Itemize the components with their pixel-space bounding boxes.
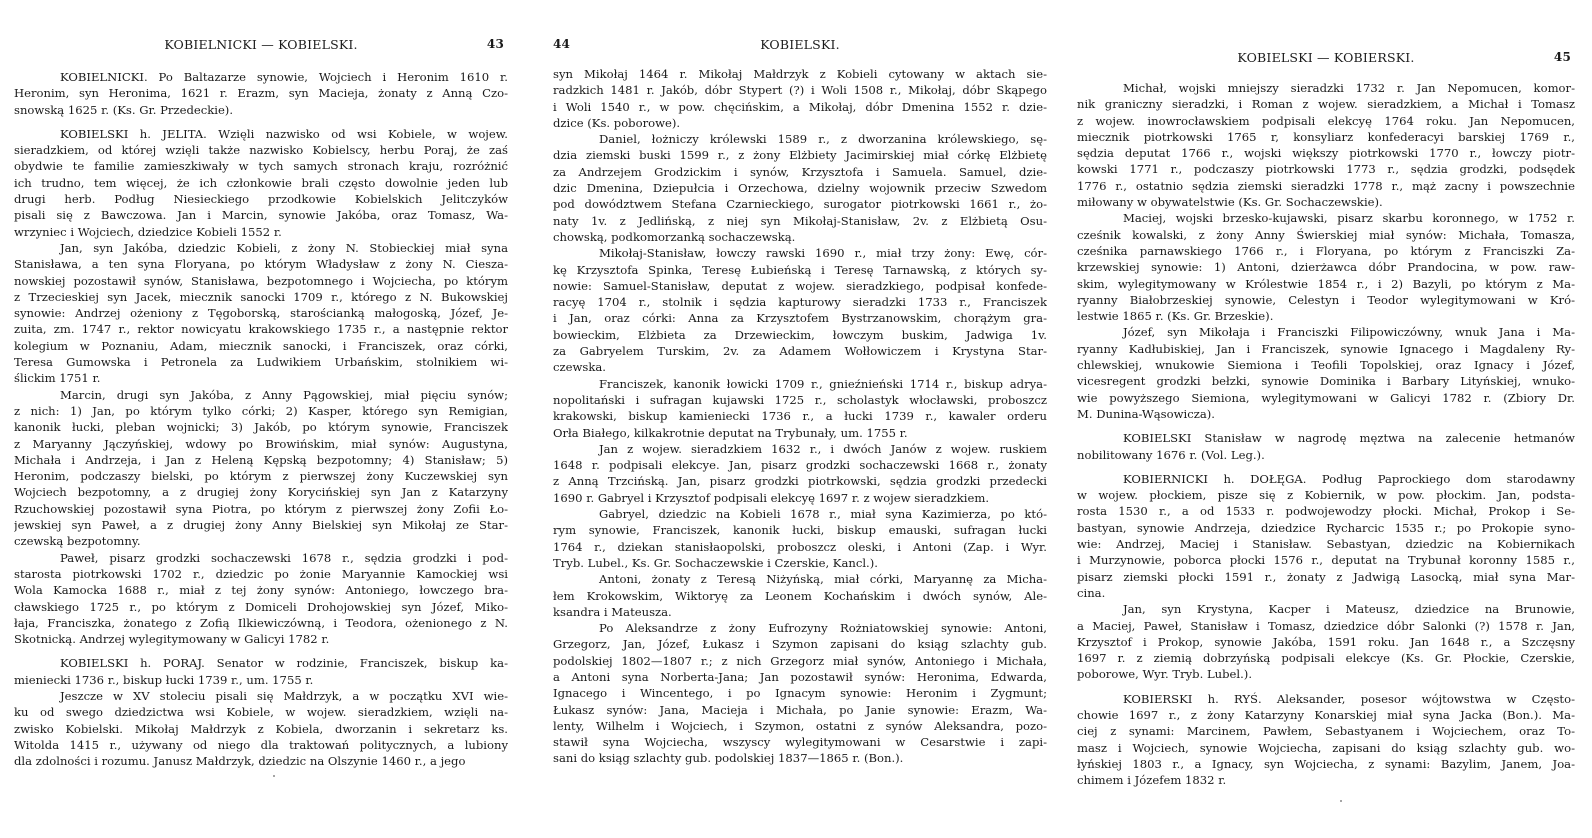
text-line: kolegium w Poznaniu, Adam, miecznik sanocki, i Franciszek, oraz córki, xyxy=(14,338,508,353)
text-line: Jan, syn Jakóba, dziedzic Kobieli, z żony N. Stobieckiej miał syna xyxy=(60,240,508,255)
text-line: Józef, syn Mikołaja i Franciszki Filipowiczówny, wnuk Jana i Ma- xyxy=(1123,325,1575,340)
text-line: krzewskiej synowie: 1) Antoni, dzierżawca dóbr Prandocina, w pow. raw- xyxy=(1077,260,1575,275)
text-line: z Maryanny Jączyńskiej, wdowy po Browińskim, miał synów: Augustyna, xyxy=(14,436,508,451)
text-line: ciej z synami: Marcinem, Pawłem, Sebastyanem i Wojciechem, oraz To- xyxy=(1077,724,1575,739)
text-line: kowski 1771 r., podczaszy piotrkowski 1773 r., sędzia grodzki, podsędek xyxy=(1077,162,1575,177)
text-line: Mikołaj-Stanisław, łowczy rawski 1690 r., miał trzy żony: Ewę, cór- xyxy=(599,246,1047,261)
page-44 xyxy=(553,0,1047,767)
text-line: dzia ziemski buski 1599 r., z żony Elżbiety Jacimirskiej miał córkę Elżbietę xyxy=(553,148,1047,163)
text-line: rosta 1530 r., a od 1533 r. podwojewodzy płocki. Michał, Prokop i Se- xyxy=(1077,504,1575,519)
text-line: Stanisława, a ten syna Floryana, po którym Władysław z żony N. Ciesza- xyxy=(14,257,508,272)
text-line: pod dowództwem Stefana Czarnieckiego, surogator piotrkowski 1661 r., żo- xyxy=(553,197,1047,212)
text-line: dzic Dmenina, Dziepułcia i Orzechowa, dzielny wojownik przeciw Szwedom xyxy=(553,181,1047,196)
page-number: 45 xyxy=(1553,50,1571,64)
text-line: Teresa Gumowska i Petronela za Ludwikiem Urbańskim, stolnikiem wi- xyxy=(14,355,508,370)
paragraph xyxy=(1077,691,1575,789)
text-line: KOBIERSKI h. RYŚ. Aleksander, posesor wójtowstwa w Często- xyxy=(1123,691,1575,706)
paragraph xyxy=(14,655,508,688)
text-line: Paweł, pisarz grodzki sochaczewski 1678 r., sędzia grodzki i pod- xyxy=(60,550,508,565)
text-line: podolskiej 1802—1807 r.; z nich Grzegorz miał synów, Antoniego i Michała, xyxy=(553,653,1047,668)
text-line: Jan z wojew. sieradzkiem 1632 r., i dwóch Janów z wojew. ruskiem xyxy=(599,441,1047,456)
paragraph xyxy=(553,66,1047,131)
text-line: drugi herb. Podług Niesieckiego przodkowie Kobielskich Jelitczyków xyxy=(14,192,508,207)
text-line: Rzuchowskiej pozostawił syna Piotra, po którym z pierwszej żony Zofii Ło- xyxy=(14,501,508,516)
text-line: Jeszcze w XV stoleciu pisali się Małdrzyk, a w początku XVI wie- xyxy=(60,688,508,703)
text-line: pisali się z Bawczowa. Jan i Marcin, synowie Jakóba, oraz Tomasz, Wa- xyxy=(14,208,508,223)
text-line: Po Aleksandrze z żony Eufrozyny Rożniatowskiej synowie: Antoni, xyxy=(599,621,1047,636)
text-line: łaja, Franciszka, żonatego z Zofią Ilkiewiczówną, i Teodora, ożenionego z N. xyxy=(14,615,508,630)
text-line: w wojew. płockiem, pisze się z Kobiernik, w pow. płockim. Jan, podsta- xyxy=(1077,488,1575,503)
text-line: bastyan, synowie Andrzeja, dziedzice Rycharcic 1535 r.; po Prokopie syno- xyxy=(1077,520,1575,535)
text-line: 1697 r. z ziemią dobrzyńską podpisali elekcye (Ks. Gr. Płockie, Czerskie, xyxy=(1077,651,1575,666)
paragraph xyxy=(553,506,1047,571)
text-line: z Anną Trzcińską. Jan, pisarz grodzki piotrkowski, sędzia grodzki przedecki xyxy=(553,474,1047,489)
text-line: nowskiej pozostawił synów, Stanisława, bezpotomnego i Wojciecha, po którym xyxy=(14,273,508,288)
text-line: chlewskiej, wnukowie Siemiona i Teofili Topolskiej, oraz Ignacy i Józef, xyxy=(1077,358,1575,373)
text-line: KOBIELSKI h. PORAJ. Senator w rodzinie, Franciszek, biskup ka- xyxy=(60,656,508,671)
paragraph xyxy=(1077,210,1575,324)
paragraph xyxy=(553,245,1047,375)
text-line: Michał, wojski mniejszy sieradzki 1732 r. Jan Nepomucen, komor- xyxy=(1123,81,1575,95)
text-line: ryanny Kadłubiskiej, Jan i Franciszek, synowie Ignacego i Magdaleny Ry- xyxy=(1077,341,1575,356)
page-body xyxy=(1077,80,1575,788)
text-line: cławskiego 1725 r., po którym z Domiceli Drohojowskiej syn Józef, Miko- xyxy=(14,599,508,614)
text-line: chimem i Józefem 1832 r. xyxy=(1077,773,1227,788)
text-line: masz i Wojciech, synowie Wojciecha, zapisani do ksiąg szlachty gub. wo- xyxy=(1077,740,1575,755)
paragraph xyxy=(553,620,1047,767)
text-line: za Andrzejem Grodzickim i synów, Krzysztofa i Samuela. Samuel, dzie- xyxy=(553,164,1047,179)
text-line: a Antoni syna Norberta-Jana; Jan pozostawił synów: Heronima, Edwarda, xyxy=(553,669,1047,684)
text-line: Jan, syn Krystyna, Kacper i Mateusz, dziedzice na Brunowie, xyxy=(1123,602,1575,617)
text-line: nobilitowany 1676 r. (Vol. Leg.). xyxy=(1077,447,1265,462)
text-line: sani do ksiąg szlachty gub. podolskiej 1837—1865 r. (Bon.). xyxy=(553,751,904,766)
text-line: lestwie 1865 r. (Ks. Gr. Brzeskie). xyxy=(1077,309,1274,324)
text-line: KOBIERNICKI h. DOŁĘGA. Podług Paprockiego dom starodawny xyxy=(1123,471,1575,486)
page-number: 43 xyxy=(486,37,504,51)
text-line: Witolda 1415 r., używany od niego dla traktowań politycznych, a lubiony xyxy=(14,737,508,752)
text-line: Łukasz synów: Jana, Macieja i Michała, po Janie synowie: Erazm, Wa- xyxy=(553,702,1047,717)
text-line: 1648 r. podpisali elekcye. Jan, pisarz grodzki sochaczewski 1668 r., żonaty xyxy=(553,458,1047,473)
text-line: wrzyniec i Wojciech, dziedzice Kobieli 1552 r. xyxy=(14,224,282,239)
text-line: syn Mikołaj 1464 r. Mikołaj Małdrzyk z Kobieli cytowany w aktach sie- xyxy=(553,67,1047,81)
text-line: Franciszek, kanonik łowicki 1709 r., gnieźnieński 1714 r., biskup adrya- xyxy=(599,376,1047,391)
text-line: poborowe, Wyr. Tryb. Lubel.). xyxy=(1077,667,1252,682)
text-line: Skotnicką. Andrzej wylegitymowany w Galicyi 1782 r. xyxy=(14,632,330,647)
text-line: kanonik łucki, pleban wojnicki; 3) Jakób, po którym synowie, Franciszek xyxy=(14,420,508,435)
text-line: Wojciech bezpotomny, a z drugiej żony Korycińskiej syn Jan z Katarzyny xyxy=(14,485,508,500)
page-43 xyxy=(14,0,508,769)
text-line: zuita, zm. 1747 r., rektor nowicyatu krakowskiego 1735 r., a następnie rektor xyxy=(14,322,508,337)
paragraph xyxy=(14,69,508,118)
paragraph xyxy=(553,571,1047,620)
text-line: ich trudno, tem więcej, że ich członkowie brali często dowolnie jeden lub xyxy=(14,175,508,190)
text-line: sędzia deputat 1766 r., wojski większy piotrkowski 1770 r., łowczy piotr- xyxy=(1077,146,1575,161)
text-line: naty 1v. z Jedlińską, z niej syn Mikołaj-Stanisław, 2v. z Elżbietą Osu- xyxy=(553,213,1047,228)
text-line: Tryb. Lubel., Ks. Gr. Sochaczewskie i Czerskie, Kancl.). xyxy=(553,555,878,570)
text-line: z nich: 1) Jan, po którym tylko córki; 2) Kasper, którego syn Remigian, xyxy=(14,403,508,418)
paragraph xyxy=(14,240,508,387)
text-line: pisarz ziemski płocki 1591 r., żonaty z Jadwigą Lasocką, miał syna Mar- xyxy=(1077,569,1575,584)
text-line: i Jan, oraz córki: Anna za Krzysztofem Bystrzanowskim, chorążym gra- xyxy=(553,311,1047,326)
text-line: Marcin, drugi syn Jakóba, z Anny Pągowskiej, miał pięciu synów; xyxy=(60,387,508,402)
text-line: stawił syna Wojciecha, wszyscy wylegitymowani w Cesarstwie i zapi- xyxy=(553,735,1047,750)
speck-mark xyxy=(1340,800,1342,802)
text-line: nik graniczny sieradzki, i Roman z wojew. sieradzkiem, a Michał i Tomasz xyxy=(1077,97,1575,112)
page-number: 44 xyxy=(553,37,571,51)
text-line: KOBIELSKI h. JELITA. Wzięli nazwisko od wsi Kobiele, w wojew. xyxy=(60,126,508,141)
speck-mark xyxy=(273,775,275,777)
text-line: Wola Kamocka 1688 r., miał z tej żony synów: Antoniego, łowczego bra- xyxy=(14,583,508,598)
paragraph xyxy=(1077,601,1575,682)
text-line: nowie: Samuel-Stanisław, deputat z wojew. sieradzkiego, podpisał konfede- xyxy=(553,278,1047,293)
running-head-title: KOBIELSKI — KOBIERSKI. xyxy=(1237,50,1415,65)
running-head-title: KOBIELNICKI — KOBIELSKI. xyxy=(164,37,358,52)
text-line: Orła Białego, kilkakrotnie deputat na Trybunały, um. 1755 r. xyxy=(553,425,908,440)
text-line: cina. xyxy=(1077,585,1106,600)
text-line: z Trzecieskiej syn Jacek, miecznik sanocki 1709 r., którego z N. Bukowskiej xyxy=(14,289,508,304)
text-line: KOBIELNICKI. Po Baltazarze synowie, Wojciech i Heronim 1610 r. xyxy=(60,70,508,84)
text-line: wie: Andrzej, Maciej i Stanisław. Sebastyan, dziedzic na Kobiernikach xyxy=(1077,537,1575,552)
text-line: ślickim 1751 r. xyxy=(14,371,101,386)
paragraph xyxy=(553,131,1047,245)
text-line: synowie: Andrzej ożeniony z Tęgoborską, starościanką małogoską, Józef, Je- xyxy=(14,306,508,321)
text-line: racyę 1704 r., stolnik i sędzia kapturowy sieradzki 1733 r., Franciszek xyxy=(553,295,1047,310)
text-line: ksandra i Mateusza. xyxy=(553,604,672,619)
text-line: 1764 r., dziekan stanisłaopolski, proboszcz oleski, i Antoni (Zap. i Wyr. xyxy=(553,539,1047,554)
text-line: chowie 1697 r., z żony Katarzyny Konarskiej miał syna Jacka (Bon.). Ma- xyxy=(1077,707,1575,722)
paragraph xyxy=(1077,430,1575,463)
paragraph xyxy=(14,126,508,240)
text-line: a Maciej, Paweł, Stanisław i Tomasz, dziedzice dóbr Salonki (?) 1578 r. Jan, xyxy=(1077,618,1575,633)
text-line: Gabryel, dziedzic na Kobieli 1678 r., miał syna Kazimierza, po któ- xyxy=(599,507,1047,522)
page-body xyxy=(553,66,1047,767)
text-line: starosta piotrkowski 1702 r., dziedzic po żonie Maryannie Kamockiej wsi xyxy=(14,566,508,581)
text-line: ku od swego dziedzictwa wsi Kobiele, w wojew. sieradzkiem, wzięli na- xyxy=(14,705,508,720)
text-line: Grzegorz, Jan, Józef, Łukasz i Szymon zapisani do ksiąg szlachty gub. xyxy=(553,637,1047,652)
text-line: Michała i Andrzeja, i Jan z Heleną Kępską bezpotomny; 4) Stanisław; 5) xyxy=(14,452,508,467)
text-line: łem Krokowskim, Wiktoryę za Leonem Kochańskim i dwóch synów, Ale- xyxy=(553,588,1047,603)
page-body xyxy=(14,69,508,769)
text-line: za Gabryelem Turskim, 2v. za Adamem Wołłowiczem i Krystyna Star- xyxy=(553,344,1047,359)
text-line: snowską 1625 r. (Ks. Gr. Przedeckie). xyxy=(14,102,234,117)
paragraph xyxy=(14,387,508,550)
text-line: dla zdolności i rozumu. Janusz Małdrzyk, dziedzic na Olszynie 1460 r., a jego xyxy=(14,754,466,769)
running-head xyxy=(553,37,1047,57)
text-line: wie powyższego Siemiona, wylegitymowani w Galicyi 1782 r. (Zbiory Dr. xyxy=(1077,390,1575,405)
running-head xyxy=(1077,50,1575,70)
text-line: kę Krzysztofa Spinka, Teresę Łubieńską i Teresę Tarnawską, z których sy- xyxy=(553,262,1047,277)
text-line: czewską bezpotomny. xyxy=(14,534,141,549)
paragraph xyxy=(1077,324,1575,422)
text-line: Krzysztof i Prokop, synowie Jakóba, 1591 roku. Jan 1648 r., a Szczęsny xyxy=(1077,634,1575,649)
text-line: cześnik kowalski, z żony Anny Świerskiej miał synów: Michała, Tomasza, xyxy=(1077,227,1575,242)
text-line: rym synowie, Franciszek, kanonik łucki, biskup emauski, sufragan łucki xyxy=(553,523,1047,538)
text-line: M. Dunina-Wąsowicza). xyxy=(1077,406,1215,421)
paragraph xyxy=(553,441,1047,506)
text-line: Ignacego i Wincentego, i po Ignacym synowie: Heronim i Zygmunt; xyxy=(553,686,1047,701)
text-line: miłowany w obywatelstwie (Ks. Gr. Sochaczewskie). xyxy=(1077,195,1383,210)
text-line: Heronim, syn Heronima, 1621 r. Erazm, syn Macieja, żonaty z Anną Czo- xyxy=(14,86,508,101)
text-line: i Murzynowie, poborca płocki 1576 r., deputat na Trybunał koronny 1585 r., xyxy=(1077,553,1575,568)
text-line: łyńskiej 1803 r., a Ignacy, syn Wojciecha, z synami: Bazylim, Janem, Joa- xyxy=(1077,756,1575,771)
text-line: radzkich 1481 r. Jakób, dóbr Stypert (?) i Woli 1508 r., Mikołaj, dóbr Skąpego xyxy=(553,83,1047,98)
text-line: miecznik piotrkowski 1765 r, konsyliarz konfederacyi barskiej 1769 r., xyxy=(1077,129,1575,144)
text-line: Heronim, podczaszy bielski, po którym z pierwszej żony Kuczewskiej syn xyxy=(14,469,508,484)
text-line: 1690 r. Gabryel i Krzysztof podpisali elekcyę 1697 r. z wojew sieradzkiem. xyxy=(553,490,990,505)
paragraph xyxy=(1077,80,1575,210)
text-line: bowieckim, Elżbieta za Drzewieckim, łowczym buskim, Jadwiga 1v. xyxy=(553,327,1047,342)
running-head xyxy=(14,37,508,57)
text-line: ryanny Białobrzeskiej synowie, Celestyn i Teodor wylegitymowani w Kró- xyxy=(1077,292,1575,307)
text-line: z wojew. inowrocławskiem podpisali elekcyę 1764 roku. Jan Nepomucen, xyxy=(1077,113,1575,128)
text-line: chowską, podkomorzanką sochaczewską. xyxy=(553,229,796,244)
text-line: 1776 r., ostatnio sędzia ziemski sieradzki 1778 r., mąż zacny i powszechnie xyxy=(1077,178,1575,193)
text-line: nopolitański i sufragan kujawski 1725 r., scholastyk włocławski, proboszcz xyxy=(553,392,1047,407)
text-line: krakowski, biskup kamieniecki 1736 r., a łucki 1739 r., kawaler orderu xyxy=(553,409,1047,424)
paragraph xyxy=(553,376,1047,441)
text-line: sieradzkiem, od której wzięli także nazwisko Kobielscy, herbu Poraj, że zaś xyxy=(14,143,508,158)
running-head-title: KOBIELSKI. xyxy=(760,37,840,52)
paragraph xyxy=(1077,471,1575,601)
text-line: vicesregent grodzki bełzki, synowie Dominika i Barbary Lityńskiej, wnuko- xyxy=(1077,374,1575,389)
text-line: Daniel, łożniczy królewski 1589 r., z dworzanina królewskiego, sę- xyxy=(599,132,1047,147)
text-line: obydwie te familie zamieszkiwały w tych samych stronach kraju, rozróżnić xyxy=(14,159,508,174)
text-line: mieniecki 1736 r., biskup łucki 1739 r., um. 1755 r. xyxy=(14,672,314,687)
text-line: jewskiej syn Paweł, a z drugiej żony Anny Bielskiej syn Mikołaj ze Star- xyxy=(14,518,508,533)
paragraph xyxy=(14,550,508,648)
text-line: skim, wylegitymowany w Królestwie 1854 r., i 2) Bazyli, po którym z Ma- xyxy=(1077,276,1575,291)
page-45 xyxy=(1077,0,1575,788)
text-line: Maciej, wojski brzesko-kujawski, pisarz skarbu koronnego, w 1752 r. xyxy=(1123,211,1575,226)
paragraph xyxy=(14,688,508,769)
text-line: KOBIELSKI Stanisław w nagrodę męztwa na zalecenie hetmanów xyxy=(1123,431,1575,446)
text-line: lenty, Wilhelm i Wojciech, i Szymon, ostatni z synów Aleksandra, pozo- xyxy=(553,718,1047,733)
text-line: dzice (Ks. poborowe). xyxy=(553,115,681,130)
text-line: i Woli 1540 r., w pow. chęcińskim, a Mikołaj, dóbr Dmenina 1552 r. dzie- xyxy=(553,99,1047,114)
text-line: zwisko Kobielski. Mikołaj Małdrzyk z Kobiela, dworzanin i sekretarz ks. xyxy=(14,721,508,736)
text-line: czewska. xyxy=(553,360,606,375)
text-line: Antoni, żonaty z Teresą Niżyńską, miał córki, Maryannę za Micha- xyxy=(599,572,1047,587)
text-line: cześnika parnawskiego 1766 r., i Floryana, po którym z Franciszki Za- xyxy=(1077,243,1575,258)
